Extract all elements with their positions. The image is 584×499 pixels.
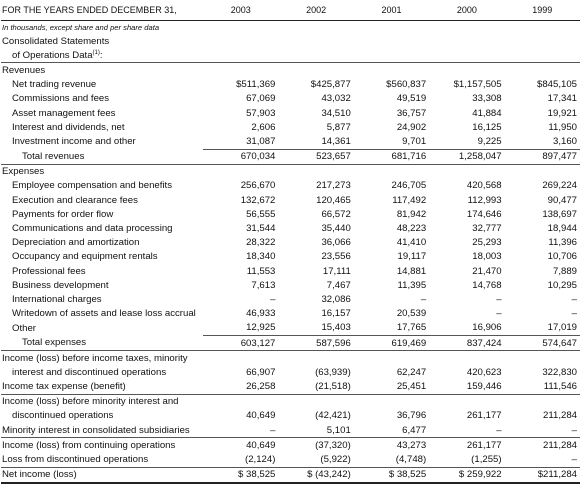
cell-value: 66,572	[321, 208, 351, 220]
cell-value: 117,492	[392, 194, 427, 206]
cell-value: 138,697	[542, 208, 577, 220]
cell-value: 17,765	[396, 322, 427, 334]
cell-value: 36,066	[321, 237, 351, 249]
cell-value: 49,519	[396, 93, 427, 105]
row-label: Total revenues	[22, 150, 85, 162]
cell-value: 20,539	[396, 308, 427, 320]
row-label: Loss from discontinued operations	[2, 454, 149, 466]
row-label: Interest and dividends, net	[12, 121, 125, 133]
cell-value: (37,320)	[278, 438, 353, 453]
cell-value: –	[496, 424, 502, 436]
cell-value: –	[496, 293, 502, 305]
table-row	[1, 321, 580, 336]
row-label: interest and discontinued operations	[12, 366, 167, 378]
cell-value: $560,837	[386, 79, 427, 91]
cell-value: $511,369	[236, 79, 276, 91]
net-income-row	[1, 467, 580, 483]
cell-value: 681,716	[354, 149, 429, 164]
table-row	[1, 92, 580, 106]
cell-value: 40,649	[203, 438, 278, 453]
row-label: Net trading revenue	[12, 79, 97, 91]
pretax-label-row	[1, 351, 580, 366]
cell-value: 32,086	[321, 293, 351, 305]
cell-value: 587,596	[278, 335, 353, 350]
cell-value: –	[496, 308, 502, 320]
row-label: Employee compensation and benefits	[12, 180, 172, 192]
cell-value: 21,470	[472, 265, 502, 277]
cell-value: 18,340	[246, 251, 276, 263]
cell-value: 11,396	[548, 237, 577, 249]
revenues-heading-row	[1, 63, 580, 78]
year-header: 2003	[203, 1, 278, 21]
row-label: Income (loss) from continuing operations	[1, 438, 203, 453]
cell-value: 6,477	[402, 424, 427, 436]
cell-value: –	[270, 293, 276, 305]
table-row	[1, 307, 580, 321]
cell-value: 256,670	[240, 180, 276, 192]
cell-value: 159,446	[466, 381, 502, 393]
units-note-row	[1, 21, 580, 35]
row-label: Investment income and other	[12, 136, 136, 148]
minority-interest-row	[1, 423, 580, 438]
cell-value: $1,157,505	[453, 79, 502, 91]
year-header: 2002	[278, 1, 353, 21]
footnote-mark: (1)	[92, 49, 100, 56]
table-row	[1, 179, 580, 193]
cell-value: 36,796	[396, 410, 427, 422]
cell-value: (5,922)	[320, 454, 351, 466]
cell-value: (1,255)	[471, 454, 502, 466]
cell-value: 67,069	[246, 93, 276, 105]
cell-value: $ (43,242)	[278, 467, 353, 483]
cell-value: 174,646	[466, 208, 502, 220]
cell-value: 211,284	[505, 438, 580, 453]
cell-value: 12,925	[246, 322, 276, 334]
cell-value: 32,777	[472, 223, 502, 235]
row-label: International charges	[12, 293, 102, 305]
cell-value: 16,157	[321, 308, 351, 320]
section-title-line2: of Operations Data	[12, 49, 93, 61]
table-row	[1, 134, 580, 149]
row-label: Income tax expense (benefit)	[2, 381, 126, 393]
row-label: Commissions and fees	[12, 93, 110, 105]
cell-value: 420,623	[466, 366, 502, 378]
cell-value: $ 259,922	[429, 467, 504, 483]
cell-value: 19,117	[397, 251, 427, 263]
cell-value: 31,544	[246, 223, 276, 235]
cell-value: 16,906	[472, 322, 502, 334]
cell-value: 11,553	[246, 265, 276, 277]
cell-value: 619,469	[354, 335, 429, 350]
cell-value: 1,258,047	[429, 149, 504, 164]
cell-value: $845,105	[536, 79, 577, 91]
cell-value: 11,950	[548, 121, 577, 133]
cell-value: 9,701	[402, 135, 427, 147]
cell-value: 10,295	[547, 279, 577, 291]
cell-value: 14,768	[472, 279, 502, 291]
table-header-row	[1, 1, 580, 21]
cell-value: 46,933	[246, 308, 276, 320]
year-header: 2000	[429, 1, 504, 21]
year-header: 2001	[354, 1, 429, 21]
cell-value: 31,087	[246, 135, 276, 147]
row-label: Net income (loss)	[1, 467, 203, 483]
cell-value: $ 38,525	[354, 467, 429, 483]
cell-value: 34,510	[321, 107, 351, 119]
cell-value: 246,705	[391, 180, 427, 192]
cell-value: 111,546	[543, 381, 577, 393]
cell-value: $ 38,525	[203, 467, 278, 483]
cell-value: 17,111	[322, 265, 351, 277]
year-header: 1999	[505, 1, 580, 21]
cell-value: 62,247	[396, 366, 427, 378]
cell-value: 112,993	[467, 194, 502, 206]
cell-value: 26,258	[246, 381, 276, 393]
cell-value: 120,465	[316, 194, 351, 206]
cell-value: 57,903	[246, 107, 276, 119]
table-row	[1, 78, 580, 92]
cell-value: 48,223	[396, 223, 427, 235]
cell-value: 7,467	[326, 279, 351, 291]
total-revenues-row	[1, 149, 580, 164]
cell-value: 23,556	[321, 251, 351, 263]
row-label: Total expenses	[22, 337, 86, 349]
section-title-row	[1, 34, 580, 48]
expenses-heading-row	[1, 164, 580, 179]
cell-value: 90,477	[547, 194, 577, 206]
cell-value: 897,477	[505, 149, 580, 164]
cell-value: 261,177	[466, 410, 502, 422]
section-title-colon: :	[99, 49, 103, 61]
cell-value: 2,606	[251, 121, 276, 133]
cell-value: 14,881	[396, 265, 427, 277]
table-row	[1, 292, 580, 306]
cell-value: 132,672	[240, 194, 276, 206]
cell-value: 9,225	[477, 135, 502, 147]
cell-value: 837,424	[429, 335, 504, 350]
cell-value: 10,706	[547, 251, 577, 263]
cell-value: 322,830	[542, 366, 577, 378]
cell-value: $425,877	[310, 79, 351, 91]
cell-value: 81,942	[396, 208, 427, 220]
pretax-income-row	[1, 365, 580, 379]
cell-value: 11,395	[397, 279, 427, 291]
period-label: FOR THE YEARS ENDED DECEMBER 31,	[1, 1, 203, 21]
cell-value: –	[571, 454, 577, 466]
revenues-heading: Revenues	[1, 63, 580, 78]
cell-value: 261,177	[429, 438, 504, 453]
section-title-row	[1, 48, 580, 63]
row-label: Occupancy and equipment rentals	[12, 251, 158, 263]
cell-value: 41,410	[396, 237, 427, 249]
cell-value: 269,224	[542, 180, 577, 192]
cell-value: 43,032	[321, 93, 351, 105]
income-tax-row	[1, 380, 580, 395]
cell-value: 211,284	[543, 410, 577, 422]
cell-value: 7,613	[251, 279, 276, 291]
table-row	[1, 120, 580, 134]
row-label: Business development	[12, 279, 109, 291]
cell-value: $211,284	[505, 467, 580, 483]
cell-value: 19,921	[547, 107, 577, 119]
cell-value: 24,902	[396, 121, 427, 133]
total-expenses-row	[1, 335, 580, 350]
pretax-label: Income (loss) before income taxes, minority	[1, 351, 580, 366]
row-label: Depreciation and amortization	[12, 237, 140, 249]
row-label: Payments for order flow	[12, 208, 114, 220]
cell-value: 56,555	[246, 208, 276, 220]
cell-value: –	[571, 293, 577, 305]
cell-value: 670,034	[203, 149, 278, 164]
cell-value: 3,160	[552, 135, 577, 147]
cell-value: 18,944	[547, 223, 577, 235]
row-label: Professional fees	[12, 265, 86, 277]
cell-value: 420,568	[466, 180, 502, 192]
row-label: Asset management fees	[12, 107, 116, 119]
row-label: Communications and data processing	[12, 223, 173, 235]
table-row	[1, 264, 580, 278]
cell-value: 17,019	[547, 322, 577, 334]
cell-value: –	[270, 424, 276, 436]
table-row	[1, 193, 580, 207]
cell-value: 16,125	[472, 121, 502, 133]
cell-value: 25,293	[472, 237, 502, 249]
cell-value: 25,451	[396, 381, 427, 393]
cell-value: 35,440	[321, 223, 351, 235]
before-minority-label: Income (loss) before minority interest and	[1, 394, 580, 409]
cell-value: 7,889	[552, 265, 577, 277]
cell-value: 17,341	[547, 93, 577, 105]
cell-value: 5,101	[326, 424, 351, 436]
cell-value: –	[571, 308, 577, 320]
operations-data-table	[1, 1, 580, 484]
cell-value: 33,308	[472, 93, 502, 105]
row-label: Writedown of assets and lease loss accrual	[12, 308, 196, 320]
expenses-heading: Expenses	[1, 164, 580, 179]
cell-value: –	[420, 293, 427, 305]
section-title: Consolidated Statements	[2, 35, 110, 47]
cell-value: 66,907	[246, 366, 276, 378]
table-row	[1, 207, 580, 221]
table-row	[1, 250, 580, 264]
row-label: Minority interest in consolidated subsidiaries	[2, 424, 190, 436]
cell-value: 43,273	[354, 438, 429, 453]
before-minority-label-row	[1, 394, 580, 409]
cell-value: 523,657	[278, 149, 353, 164]
cell-value: 40,649	[246, 410, 276, 422]
cell-value: 5,877	[326, 121, 351, 133]
cell-value: (21,518)	[315, 381, 351, 393]
cell-value: 41,884	[472, 107, 502, 119]
cell-value: 603,127	[203, 335, 278, 350]
continuing-ops-row	[1, 438, 580, 453]
units-note: In thousands, except share and per share data	[2, 23, 160, 32]
cell-value: –	[571, 424, 577, 436]
row-label: discontinued operations	[12, 410, 114, 422]
cell-value: (4,748)	[395, 454, 427, 466]
row-label: Execution and clearance fees	[12, 194, 138, 206]
cell-value: (63,939)	[315, 366, 351, 378]
table-row	[1, 106, 580, 120]
cell-value: 36,757	[396, 107, 427, 119]
before-minority-row	[1, 409, 580, 423]
cell-value: 217,273	[316, 180, 351, 192]
cell-value: 28,322	[246, 237, 276, 249]
cell-value: 14,361	[321, 135, 351, 147]
table-row	[1, 278, 580, 292]
cell-value: 574,647	[505, 335, 580, 350]
cell-value: 18,003	[472, 251, 502, 263]
section-title-continued	[1, 48, 580, 63]
discontinued-ops-row	[1, 452, 580, 467]
table-row	[1, 221, 580, 235]
cell-value: (2,124)	[245, 454, 276, 466]
row-label: Other	[12, 322, 36, 334]
cell-value: (42,421)	[315, 410, 351, 422]
table-row	[1, 236, 580, 250]
cell-value: 15,403	[321, 322, 351, 334]
